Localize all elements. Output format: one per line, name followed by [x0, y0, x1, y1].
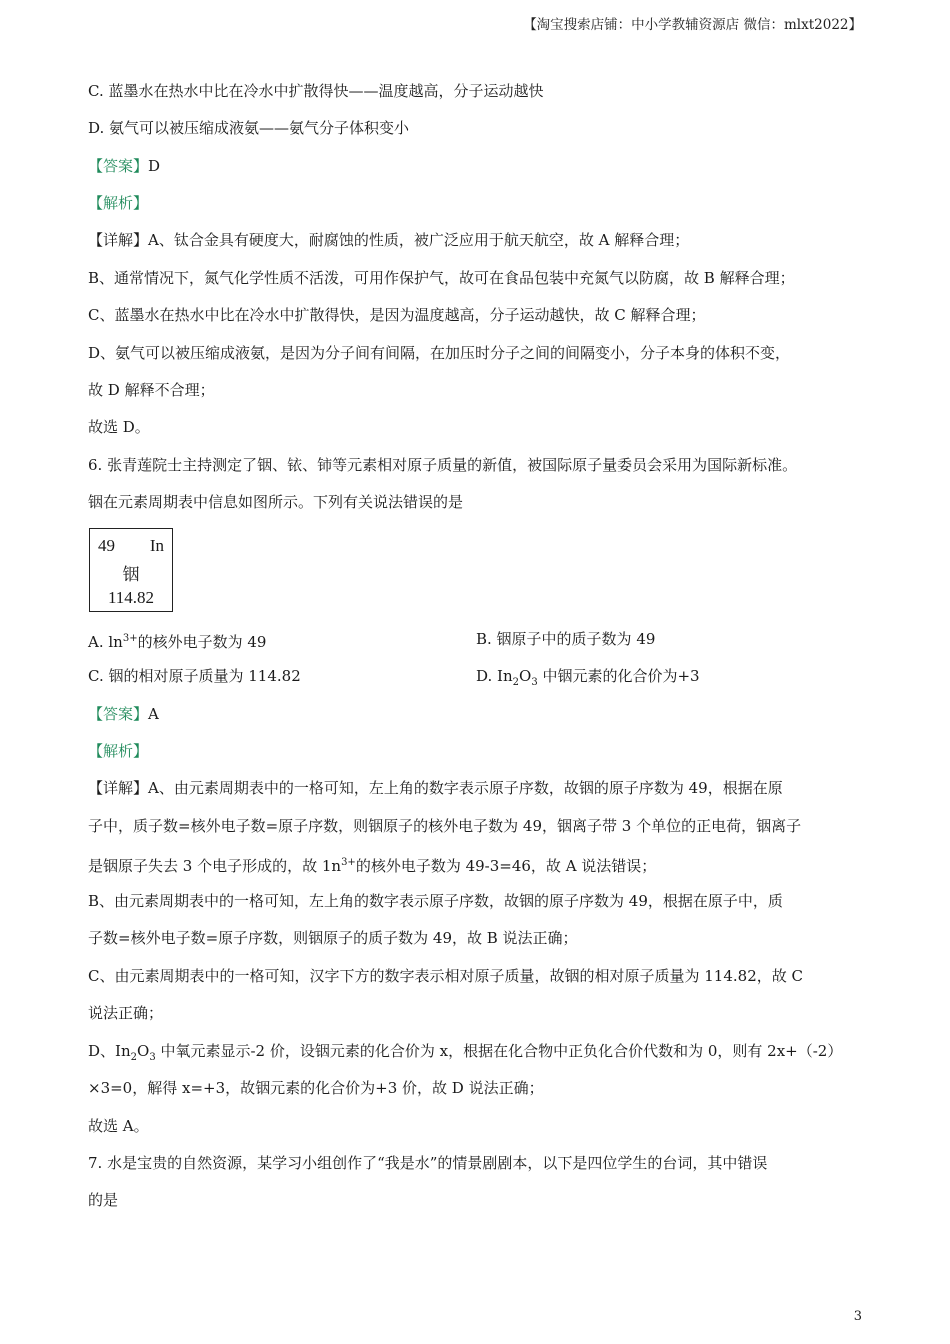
q6-option-a [88, 629, 266, 652]
answer-label: 【答案】 [88, 157, 149, 175]
detail-a3-prefix: 是铟原子失去 3 个电子形成的，故 1n [88, 857, 342, 875]
q5-detail-b: B、通常情况下，氮气化学性质不活泼，可用作保护气，故可在食品包装中充氮气以防腐，故 B 解释合理； [88, 269, 795, 287]
q6-analysis-label: 【解析】 [88, 742, 149, 760]
q6-detail-d2: ×3=0，解得 x=+3，故铟元素的化合价为+3 价，故 D 说法正确； [88, 1079, 544, 1097]
q5-answer [88, 156, 160, 176]
q5-detail-c: C、蓝墨水在热水中比在冷水中扩散得快，是因为温度越高，分子运动越快，故 C 解释合理； [88, 306, 706, 324]
option-d-subscript-2: 3 [531, 677, 538, 688]
option-d-text: 中铟元素的化合价为+3 [537, 667, 700, 685]
option-d-oxygen: O [519, 667, 532, 685]
q5-detail-a [88, 230, 689, 250]
q6-detail-a3 [88, 853, 656, 876]
detail-d1-oxygen: O [137, 1042, 150, 1060]
q6-detail-a1 [88, 778, 783, 798]
answer-value: D [148, 157, 161, 175]
element-name: 铟 [122, 565, 140, 584]
q6-detail-d1 [88, 1041, 842, 1068]
option-d-prefix: D. In [476, 667, 513, 685]
detail-label: 【详解】 [88, 231, 149, 249]
page-number: 3 [853, 1309, 862, 1324]
q6-stem-1: 6. 张青莲院士主持测定了铟、铱、铈等元素相对原子质量的新值，被国际原子量委员会采用为国际新标准。 [88, 456, 798, 474]
answer-label: 【答案】 [88, 705, 149, 723]
q6-detail-b1: B、由元素周期表中的一格可知，左上角的数字表示原子序数，故铟的原子序数为 49，根据在原子中，质 [88, 892, 783, 910]
detail-a3-text: 的核外电子数为 49-3=46，故 A 说法错误； [355, 857, 657, 875]
q6-option-c: C. 铟的相对原子质量为 114.82 [88, 667, 301, 685]
detail-d1-text: 中氧元素显示-2 价，设铟元素的化合价为 x，根据在化合物中正负化合价代数和为 0，则有 2x+（-2） [155, 1042, 843, 1060]
option-d-subscript-1: 2 [512, 677, 519, 688]
detail-d1-subscript-2: 3 [149, 1052, 156, 1063]
page-header: 【淘宝搜索店铺：中小学教辅资源店 微信：mlxt2022】 [523, 17, 862, 33]
option-a-prefix: A. ln [88, 633, 123, 651]
detail-text: A、钛合金具有硬度大，耐腐蚀的性质，被广泛应用于航天航空，故 A 解释合理； [148, 231, 690, 249]
q6-stem-2: 铟在元素周期表中信息如图所示。下列有关说法错误的是 [88, 493, 464, 511]
q6-option-b: B. 铟原子中的质子数为 49 [476, 630, 656, 648]
q6-option-d [476, 666, 700, 693]
q6-conclusion: 故选 A。 [88, 1117, 149, 1135]
q5-detail-d2: 故 D 解释不合理； [88, 381, 215, 399]
q5-detail-d1: D、氨气可以被压缩成液氨，是因为分子间有间隔，在加压时分子之间的间隔变小，分子本身的体积不变， [88, 344, 791, 362]
q5-conclusion: 故选 D。 [88, 418, 150, 436]
detail-a3-charge: 3+ [341, 857, 356, 868]
q5-analysis-label: 【解析】 [88, 194, 149, 212]
q7-stem-2: 的是 [88, 1191, 119, 1209]
q6-detail-c1: C、由元素周期表中的一格可知，汉字下方的数字表示相对原子质量，故铟的相对原子质量为 114.82，故 C [88, 967, 803, 985]
option-a-text: 的核外电子数为 49 [137, 633, 267, 651]
element-card-indium [89, 528, 173, 612]
q6-detail-b2: 子数=核外电子数=原子序数，则铟原子的质子数为 49，故 B 说法正确； [88, 929, 578, 947]
q6-answer [88, 704, 159, 724]
q7-stem-1: 7. 水是宝贵的自然资源，某学习小组创作了“我是水”的情景剧剧本，以下是四位学生的台词，其中错误 [88, 1154, 768, 1172]
detail-label: 【详解】 [88, 779, 149, 797]
detail-d1-subscript-1: 2 [130, 1052, 137, 1063]
element-atomic-number: 49 [98, 536, 115, 555]
detail-text: A、由元素周期表中的一格可知，左上角的数字表示原子序数，故铟的原子序数为 49，根据在原 [148, 779, 783, 797]
answer-value: A [148, 705, 159, 723]
option-a-charge: 3+ [122, 633, 138, 644]
detail-d1-prefix: D、In [88, 1042, 131, 1060]
element-symbol: In [149, 536, 164, 555]
q6-detail-c2: 说法正确； [88, 1004, 164, 1022]
q5-option-d: D. 氨气可以被压缩成液氨——氨气分子体积变小 [88, 119, 410, 137]
q6-detail-a2: 子中，质子数=核外电子数=原子序数，则铟原子的核外电子数为 49，铟离子带 3 个单位的正电荷，铟离子 [88, 817, 802, 835]
q5-option-c: C. 蓝墨水在热水中比在冷水中扩散得快——温度越高，分子运动越快 [88, 82, 544, 100]
element-atomic-mass: 114.82 [107, 588, 155, 607]
